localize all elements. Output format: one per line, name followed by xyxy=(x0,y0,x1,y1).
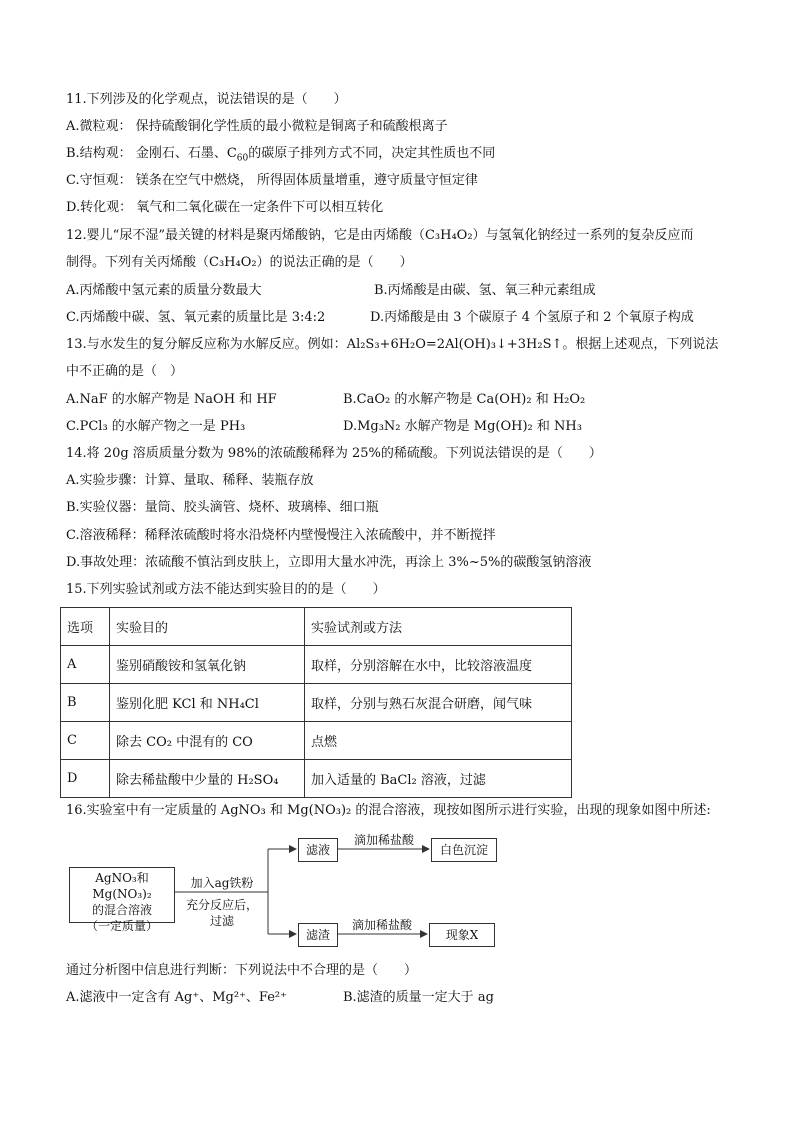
q11-option-b: B.结构观： 金刚石、石墨、$C_{60}$的碳原子排列方式不同，决定其性质也不同 xyxy=(66,146,496,164)
table-cell: 取样，分别溶解在水中，比较溶液温度 xyxy=(305,646,572,684)
q11-option-d: D.转化观： 氧气和二氧化碳在一定条件下可以相互转化 xyxy=(66,200,384,215)
q16-stem: 16.实验室中有一定质量的 AgNO₃ 和 Mg(NO₃)₂ 的混合溶液，现按如图所示进行实验，出现的现象如图中所述: xyxy=(66,803,711,818)
q13-option-b: B.CaO₂ 的水解产物是 Ca(OH)₂ 和 H₂O₂ xyxy=(343,392,586,407)
react-line1: 充分反应后， xyxy=(185,898,258,912)
start-line3: （一定质量） xyxy=(85,919,158,933)
table-cell: 鉴别硝酸铵和氢氧化钠 xyxy=(110,646,305,684)
start-line2: 的混合溶液 xyxy=(91,903,152,917)
q14-option-d: D.事故处理：浓硫酸不慎沾到皮肤上，立即用大量水冲洗，再涂上 3%~5%的碳酸氢钠溶液 xyxy=(66,555,592,570)
table-header-cell: 实验试剂或方法 xyxy=(305,608,572,646)
q13-stem-line1: 13.与水发生的复分解反应称为水解反应。例如：Al₂S₃+6H₂O=2Al(OH)₃↓+3H₂S↑。根据上述观点，下列说法 xyxy=(66,337,719,352)
table-cell: C xyxy=(61,722,110,760)
table-cell: D xyxy=(61,760,110,798)
q12-option-b: B.丙烯酸是由碳、氢、氧三种元素组成 xyxy=(374,283,596,298)
table-cell: 加入适量的 BaCl₂ 溶液，过滤 xyxy=(305,760,572,798)
table-cell: 除去稀盐酸中少量的 H₂SO₄ xyxy=(110,760,305,798)
add-hcl-top-label: 滴加稀盐酸 xyxy=(353,833,414,847)
q12-option-a: A.丙烯酸中氢元素的质量分数最大 xyxy=(66,283,262,298)
q12-option-c: C.丙烯酸中碳、氢、氧元素的质量比是 3:4:2 xyxy=(66,310,326,325)
q11-option-c: C.守恒观： 镁条在空气中燃烧， 所得固体质量增重，遵守质量守恒定律 xyxy=(66,173,478,188)
table-cell: 鉴别化肥 KCl 和 NH₄Cl xyxy=(110,684,305,722)
residue-box: 滤渣 xyxy=(298,923,338,947)
q12-option-d: D.丙烯酸是由 3 个碳原子 4 个氢原子和 2 个氧原子构成 xyxy=(370,310,694,325)
add-hcl-bottom-label: 滴加稀盐酸 xyxy=(351,918,412,932)
q16-option-a: A.滤液中一定含有 Ag⁺、Mg²⁺、Fe²⁺ xyxy=(66,990,288,1005)
react-label xyxy=(180,897,264,929)
table-cell: 除去 CO₂ 中混有的 CO xyxy=(110,722,305,760)
q14-stem: 14.将 20g 溶质质量分数为 98%的浓硫酸稀释为 25%的稀硫酸。下列说法错误的是（ ） xyxy=(66,446,602,461)
q14-option-a: A.实验步骤：计算、量取、稀释、装瓶存放 xyxy=(66,473,314,488)
q16-judge: 通过分析图中信息进行判断：下列说法中不合理的是（ ） xyxy=(66,963,418,978)
phenomenon-x-box: 现象X xyxy=(429,923,495,947)
filtrate-box: 滤液 xyxy=(298,838,338,862)
start-line1: AgNO₃和Mg(NO₃)₂ xyxy=(92,871,152,901)
q13-option-a: A.NaF 的水解产物是 NaOH 和 HF xyxy=(66,392,277,407)
start-solution-box xyxy=(69,867,175,933)
table-header-cell: 实验目的 xyxy=(110,608,305,646)
q13-option-c: C.PCl₃ 的水解产物之一是 PH₃ xyxy=(66,419,246,434)
table-cell: A xyxy=(61,646,110,684)
q12-stem-line1: 12.婴儿“尿不湿”最关键的材料是聚丙烯酸钠，它是由丙烯酸（C₃H₄O₂）与氢氧化钠经过一系列的复杂反应而 xyxy=(66,228,694,243)
table-cell: B xyxy=(61,684,110,722)
q14-option-c: C.溶液稀释：稀释浓硫酸时将水沿烧杯内壁慢慢注入浓硫酸中，并不断搅拌 xyxy=(66,528,496,543)
q14-option-b: B.实验仪器：量筒、胶头滴管、烧杯、玻璃棒、细口瓶 xyxy=(66,500,379,515)
q12-stem-line2: 制得。下列有关丙烯酸（C₃H₄O₂）的说法正确的是（ ） xyxy=(66,255,413,270)
q13-option-d: D.Mg₃N₂ 水解产物是 Mg(OH)₂ 和 NH₃ xyxy=(343,419,582,434)
react-line2: 过滤 xyxy=(209,914,234,928)
q16-option-b: B.滤渣的质量一定大于 ag xyxy=(343,990,494,1005)
white-precipitate-box: 白色沉淀 xyxy=(431,838,497,862)
q11-option-a: A.微粒观： 保持硫酸铜化学性质的最小微粒是铜离子和硫酸根离子 xyxy=(66,119,448,134)
table-cell: 取样，分别与熟石灰混合研磨，闻气味 xyxy=(305,684,572,722)
q11-stem: 11.下列涉及的化学观点，说法错误的是（ ） xyxy=(66,92,347,107)
q13-stem-line2: 中不正确的是（ ） xyxy=(66,364,184,379)
q15-stem: 15.下列实验试剂或方法不能达到实验目的的是（ ） xyxy=(66,582,386,597)
table-header-cell: 选项 xyxy=(61,608,110,646)
table-cell: 点燃 xyxy=(305,722,572,760)
add-iron-label: 加入ag铁粉 xyxy=(190,876,254,890)
